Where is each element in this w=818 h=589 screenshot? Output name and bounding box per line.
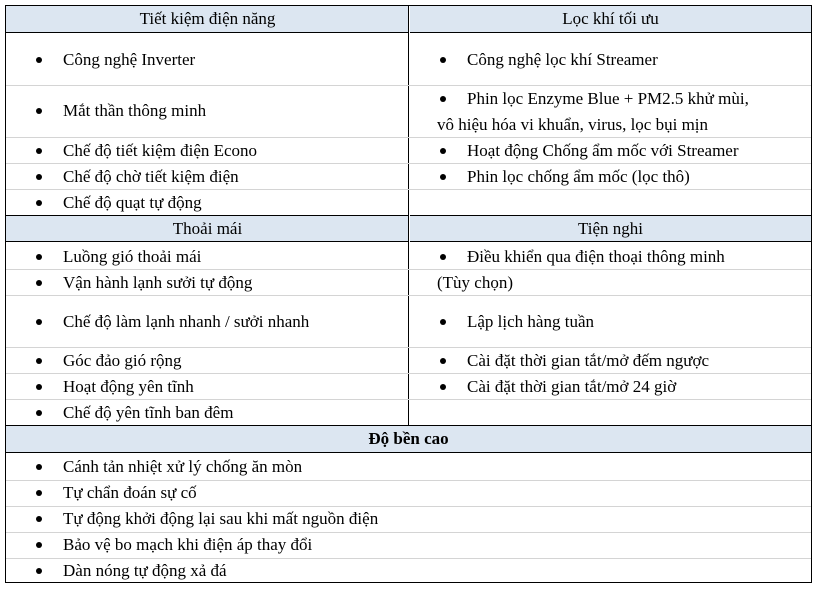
bullet-icon (440, 254, 446, 260)
header-energy-title: Tiết kiệm điện năng (139, 9, 276, 28)
gridline (6, 137, 811, 138)
air-item: Công nghệ lọc khí Streamer (467, 50, 658, 69)
bullet-icon (36, 516, 42, 522)
gridline (6, 347, 811, 348)
durability-item: Tự chẩn đoán sự cố (63, 483, 197, 502)
energy-item: Mắt thần thông minh (63, 101, 207, 120)
bullet-icon (36, 108, 42, 114)
convenience-item: Cài đặt thời gian tắt/mở đếm ngược (467, 351, 710, 370)
bullet-icon (440, 384, 446, 390)
air-item: Phin lọc chống ẩm mốc (lọc thô) (467, 167, 690, 186)
gridline (6, 295, 811, 296)
bullet-icon (36, 319, 42, 325)
bullet-icon (440, 174, 446, 180)
air-item-continued: vô hiệu hóa vi khuẩn, virus, lọc bụi mịn (437, 115, 709, 134)
convenience-item: Điều khiển qua điện thoại thông minh (467, 247, 725, 266)
bullet-icon (36, 384, 42, 390)
energy-item: Chế độ tiết kiệm điện Econo (63, 141, 258, 160)
durability-item: Dàn nóng tự động xả đá (63, 561, 227, 580)
bullet-icon (36, 542, 42, 548)
bullet-icon (440, 96, 446, 102)
bullet-icon (440, 57, 446, 63)
air-item: Hoạt động Chống ẩm mốc với Streamer (467, 141, 739, 160)
gridline (6, 269, 811, 270)
bullet-icon (36, 200, 42, 206)
header-convenience (410, 215, 811, 242)
header-comfort (6, 215, 409, 242)
bullet-icon (36, 490, 42, 496)
energy-item: Chế độ chờ tiết kiệm điện (63, 167, 239, 186)
gridline (6, 85, 811, 86)
comfort-item: Góc đảo gió rộng (63, 351, 182, 370)
bullet-icon (36, 280, 42, 286)
comfort-item: Vận hành lạnh sưởi tự động (63, 273, 253, 292)
durability-item: Bảo vệ bo mạch khi điện áp thay đổi (63, 535, 313, 554)
convenience-item-continued: (Tùy chọn) (437, 273, 514, 292)
header-durability (6, 425, 811, 453)
header-energy (6, 6, 409, 33)
convenience-item: Lập lịch hàng tuần (467, 312, 594, 331)
header-air (410, 6, 811, 33)
column-divider (408, 6, 409, 426)
header-durability-title: Độ bền cao (368, 429, 449, 448)
durability-item: Tự động khởi động lại sau khi mất nguồn điện (63, 509, 379, 528)
bullet-icon (36, 464, 42, 470)
header-convenience-title: Tiện nghi (577, 219, 644, 238)
energy-item: Công nghệ Inverter (63, 50, 196, 69)
bullet-icon (36, 254, 42, 260)
header-comfort-title: Thoải mái (172, 219, 243, 238)
gridline (6, 373, 811, 374)
bullet-icon (36, 410, 42, 416)
gridline (6, 163, 811, 164)
comfort-item: Luồng gió thoải mái (63, 247, 202, 266)
bullet-icon (36, 57, 42, 63)
bullet-icon (36, 568, 42, 574)
gridline (6, 189, 811, 190)
durability-item: Cánh tản nhiệt xử lý chống ăn mòn (63, 457, 303, 476)
comfort-item: Hoạt động yên tĩnh (63, 377, 194, 396)
comfort-item: Chế độ yên tĩnh ban đêm (63, 403, 234, 422)
energy-item: Chế độ quạt tự động (63, 193, 202, 212)
bullet-icon (440, 319, 446, 325)
comfort-item: Chế độ làm lạnh nhanh / sưởi nhanh (63, 312, 310, 331)
header-air-title: Lọc khí tối ưu (562, 9, 659, 28)
bullet-icon (440, 358, 446, 364)
bullet-icon (440, 148, 446, 154)
convenience-item: Cài đặt thời gian tắt/mở 24 giờ (467, 377, 677, 396)
bullet-icon (36, 358, 42, 364)
bullet-icon (36, 174, 42, 180)
air-item: Phin lọc Enzyme Blue + PM2.5 khử mùi, (467, 89, 749, 108)
bullet-icon (36, 148, 42, 154)
gridline (6, 399, 811, 400)
